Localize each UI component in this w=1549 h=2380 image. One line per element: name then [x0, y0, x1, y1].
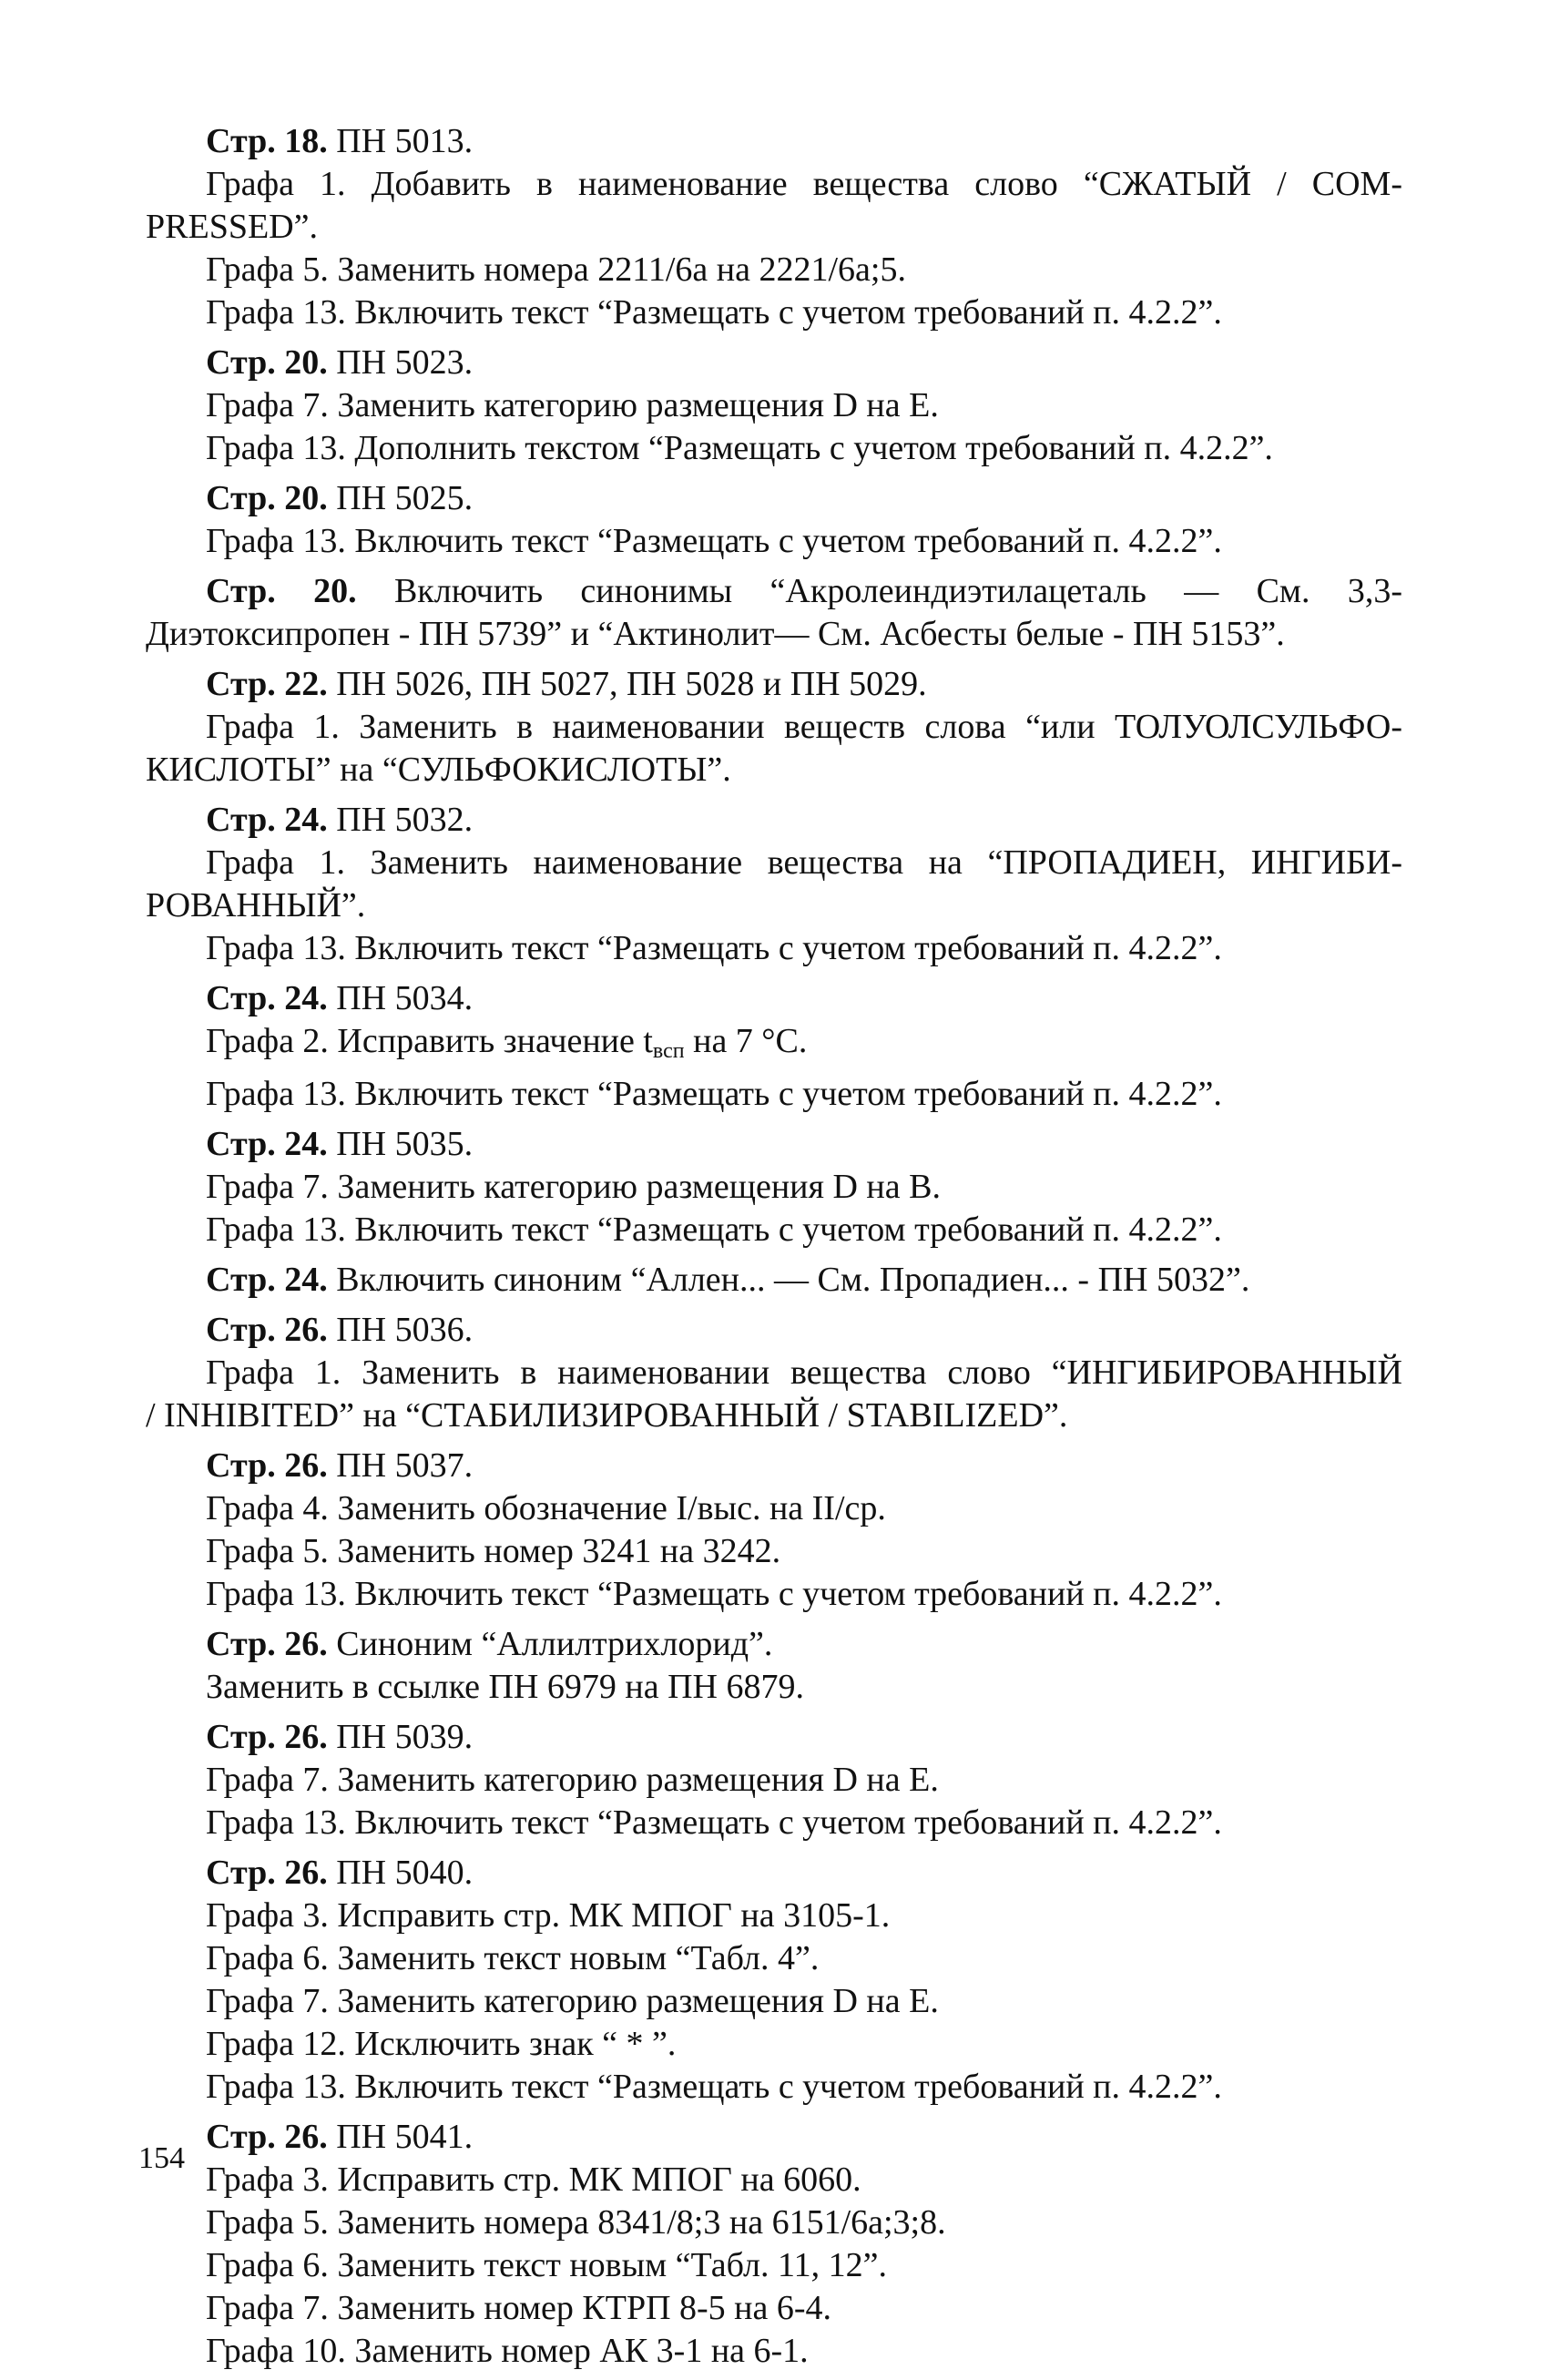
entry-heading — [146, 977, 1402, 1020]
subscript: всп — [652, 1039, 685, 1063]
amendment-entry — [146, 342, 1402, 470]
amendment-list — [146, 120, 1402, 2380]
amendment-entry — [146, 1716, 1402, 1844]
page-reference: Стр. 24. — [206, 801, 328, 839]
entry-heading — [146, 342, 1402, 384]
amendment-entry — [146, 1123, 1402, 1251]
entry-heading — [146, 1123, 1402, 1166]
amendment-entry — [146, 1445, 1402, 1616]
entry-subject: ПН 5032. — [327, 801, 474, 839]
instruction-text: Графа 10. Заменить номер АК 3-1 на 6-1. — [206, 2332, 809, 2370]
column-instruction — [146, 2287, 1402, 2330]
entry-heading — [146, 663, 1402, 706]
column-instruction — [146, 163, 1402, 206]
instruction-text: Графа 7. Заменить категорию размещения D на E. — [206, 1982, 939, 2020]
page-reference: Стр. 20. — [206, 479, 328, 517]
page-reference: Стр. 26. — [206, 1446, 328, 1485]
column-instruction — [146, 427, 1402, 470]
page-number: 154 — [138, 2141, 185, 2175]
instruction-text: Графа 13. Включить текст “Размещать с учетом требований п. 4.2.2”. — [206, 1210, 1222, 1249]
instruction-text: Графа 13. Включить текст “Размещать с учетом требований п. 4.2.2”. — [206, 929, 1222, 967]
column-instruction — [146, 706, 1402, 749]
instruction-text: Графа 3. Исправить стр. МК МПОГ на 6060. — [206, 2160, 861, 2199]
amendment-entry — [146, 120, 1402, 334]
continuation-line — [146, 613, 1402, 656]
instruction-text: Графа 4. Заменить обозначение I/выс. на II/ср. — [206, 1489, 886, 1527]
page-reference: Стр. 20. — [206, 572, 357, 610]
instruction-text: Графа 5. Заменить номер 3241 на 3242. — [206, 1532, 781, 1570]
entry-subject: ПН 5035. — [327, 1125, 474, 1163]
amendment-entry — [146, 1259, 1402, 1302]
instruction-text: РОВАННЫЙ”. — [146, 886, 366, 924]
entry-heading — [146, 1716, 1402, 1759]
column-instruction — [146, 520, 1402, 563]
column-instruction — [146, 2066, 1402, 2109]
instruction-text: Графа 1. Добавить в наименование вещества слово “СЖАТЫЙ / COM- — [206, 165, 1402, 203]
instruction-text: PRESSED”. — [146, 208, 318, 246]
instruction-text: Графа 13. Включить текст “Размещать с учетом требований п. 4.2.2”. — [206, 2068, 1222, 2106]
amendment-entry — [146, 1623, 1402, 1709]
continuation-line — [146, 206, 1402, 249]
instruction-text-suffix: на 7 °С. — [684, 1022, 808, 1060]
column-instruction — [146, 1487, 1402, 1530]
column-instruction — [146, 291, 1402, 334]
instruction-text: Графа 2. Исправить значение t — [206, 1022, 653, 1060]
page-reference: Стр. 26. — [206, 2118, 328, 2156]
column-instruction — [146, 1666, 1402, 1709]
amendment-entry — [146, 1309, 1402, 1437]
entry-subject: ПН 5037. — [327, 1446, 474, 1485]
entry-subject: ПН 5040. — [327, 1854, 474, 1892]
entry-heading — [146, 2116, 1402, 2159]
continuation-line — [146, 884, 1402, 927]
column-instruction — [146, 1980, 1402, 2023]
instruction-text: Графа 5. Заменить номера 8341/8;3 на 6151/6а;3;8. — [206, 2203, 946, 2242]
column-instruction — [146, 384, 1402, 427]
entry-subject: ПН 5039. — [327, 1718, 474, 1756]
column-instruction — [146, 1759, 1402, 1802]
page-reference: Стр. 26. — [206, 1718, 328, 1756]
instruction-text: Графа 6. Заменить текст новым “Табл. 4”. — [206, 1939, 820, 1977]
instruction-text: КИСЛОТЫ” на “СУЛЬФОКИСЛОТЫ”. — [146, 751, 731, 789]
entry-heading — [146, 799, 1402, 842]
column-instruction — [146, 1802, 1402, 1844]
continuation-line — [146, 1394, 1402, 1437]
column-instruction — [146, 1895, 1402, 1937]
entry-subject: ПН 5026, ПН 5027, ПН 5028 и ПН 5029. — [327, 665, 927, 703]
page-reference: Стр. 20. — [206, 343, 328, 382]
instruction-text: Графа 7. Заменить номер КТРП 8-5 на 6-4. — [206, 2289, 832, 2327]
instruction-text: Заменить в ссылке ПН 6979 на ПН 6879. — [206, 1668, 804, 1706]
amendment-entry — [146, 799, 1402, 970]
instruction-text: Диэтоксипропен - ПН 5739” и “Актинолит— См. Асбесты белые - ПН 5153”. — [146, 615, 1285, 653]
column-instruction — [146, 1209, 1402, 1251]
entry-heading — [146, 1309, 1402, 1352]
instruction-text: Графа 6. Заменить текст новым “Табл. 11, 12”. — [206, 2246, 887, 2284]
instruction-text: Графа 13. Дополнить текстом “Размещать с учетом требований п. 4.2.2”. — [206, 429, 1273, 467]
instruction-text: Графа 13. Включить текст “Размещать с учетом требований п. 4.2.2”. — [206, 522, 1222, 560]
entry-subject: ПН 5036. — [327, 1311, 474, 1349]
entry-heading — [146, 120, 1402, 163]
amendment-entry — [146, 1852, 1402, 2109]
column-instruction — [146, 1530, 1402, 1573]
column-instruction — [146, 842, 1402, 884]
page-reference: Стр. 24. — [206, 979, 328, 1017]
amendment-entry — [146, 663, 1402, 792]
amendment-entry — [146, 2116, 1402, 2373]
page-reference: Стр. 24. — [206, 1261, 328, 1299]
instruction-text: Графа 3. Исправить стр. МК МПОГ на 3105-1. — [206, 1896, 891, 1935]
instruction-text: Графа 13. Включить текст “Размещать с учетом требований п. 4.2.2”. — [206, 293, 1222, 332]
entry-subject: ПН 5013. — [327, 122, 474, 160]
entry-subject: Синоним “Аллилтрихлорид”. — [327, 1625, 773, 1663]
instruction-text: Графа 1. Заменить в наименовании веществ слова “или ТОЛУОЛСУЛЬФО- — [206, 708, 1402, 746]
column-instruction — [146, 1937, 1402, 1980]
instruction-text: Графа 13. Включить текст “Размещать с учетом требований п. 4.2.2”. — [206, 1803, 1222, 1842]
column-instruction — [146, 2330, 1402, 2373]
entry-heading — [146, 570, 1402, 613]
column-instruction — [146, 1573, 1402, 1616]
amendment-entry — [146, 477, 1402, 563]
entry-subject: Включить синоним “Аллен... — См. Пропадиен... - ПН 5032”. — [327, 1261, 1250, 1299]
page-reference: Стр. 26. — [206, 1854, 328, 1892]
column-instruction — [146, 2023, 1402, 2066]
instruction-text: / INHIBITED” на “СТАБИЛИЗИРОВАННЫЙ / STABILIZED”. — [146, 1396, 1068, 1435]
column-instruction — [146, 927, 1402, 970]
amendment-entry — [146, 977, 1402, 1116]
instruction-text: Графа 12. Исключить знак “ * ”. — [206, 2025, 677, 2063]
column-instruction — [146, 1166, 1402, 1209]
column-instruction — [146, 249, 1402, 291]
entry-subject: ПН 5023. — [327, 343, 474, 382]
entry-subject: ПН 5034. — [327, 979, 474, 1017]
amendment-entry — [146, 570, 1402, 656]
instruction-text: Графа 7. Заменить категорию размещения D на E. — [206, 1761, 939, 1799]
instruction-text: Графа 1. Заменить наименование вещества на “ПРОПАДИЕН, ИНГИБИ- — [206, 843, 1402, 882]
column-instruction — [146, 2244, 1402, 2287]
column-instruction — [146, 1073, 1402, 1116]
continuation-line — [146, 749, 1402, 792]
entry-heading — [146, 477, 1402, 520]
entry-subject: ПН 5025. — [327, 479, 474, 517]
page-reference: Стр. 22. — [206, 665, 328, 703]
entry-heading — [146, 1623, 1402, 1666]
instruction-text: Графа 7. Заменить категорию размещения D на B. — [206, 1168, 941, 1206]
page-reference: Стр. 18. — [206, 122, 328, 160]
instruction-text: Графа 13. Включить текст “Размещать с учетом требований п. 4.2.2”. — [206, 1575, 1222, 1613]
page-reference: Стр. 26. — [206, 1625, 328, 1663]
instruction-text: Графа 13. Включить текст “Размещать с учетом требований п. 4.2.2”. — [206, 1075, 1222, 1113]
entry-heading — [146, 1259, 1402, 1302]
column-instruction — [146, 2159, 1402, 2201]
entry-subject: ПН 5041. — [327, 2118, 474, 2156]
instruction-text: Графа 1. Заменить в наименовании вещества слово “ИНГИБИРОВАННЫЙ — [206, 1353, 1402, 1392]
entry-subject: Включить синонимы “Акролеиндиэтилацеталь — См. 3,3- — [356, 572, 1402, 610]
column-instruction — [146, 2201, 1402, 2244]
page-reference: Стр. 24. — [206, 1125, 328, 1163]
column-instruction — [146, 1020, 1402, 1073]
page-reference: Стр. 26. — [206, 1311, 328, 1349]
instruction-text: Графа 7. Заменить категорию размещения D на E. — [206, 386, 939, 424]
entry-heading — [146, 1445, 1402, 1487]
column-instruction — [146, 1352, 1402, 1394]
instruction-text: Графа 5. Заменить номера 2211/6а на 2221/6а;5. — [206, 250, 906, 289]
entry-heading — [146, 1852, 1402, 1895]
